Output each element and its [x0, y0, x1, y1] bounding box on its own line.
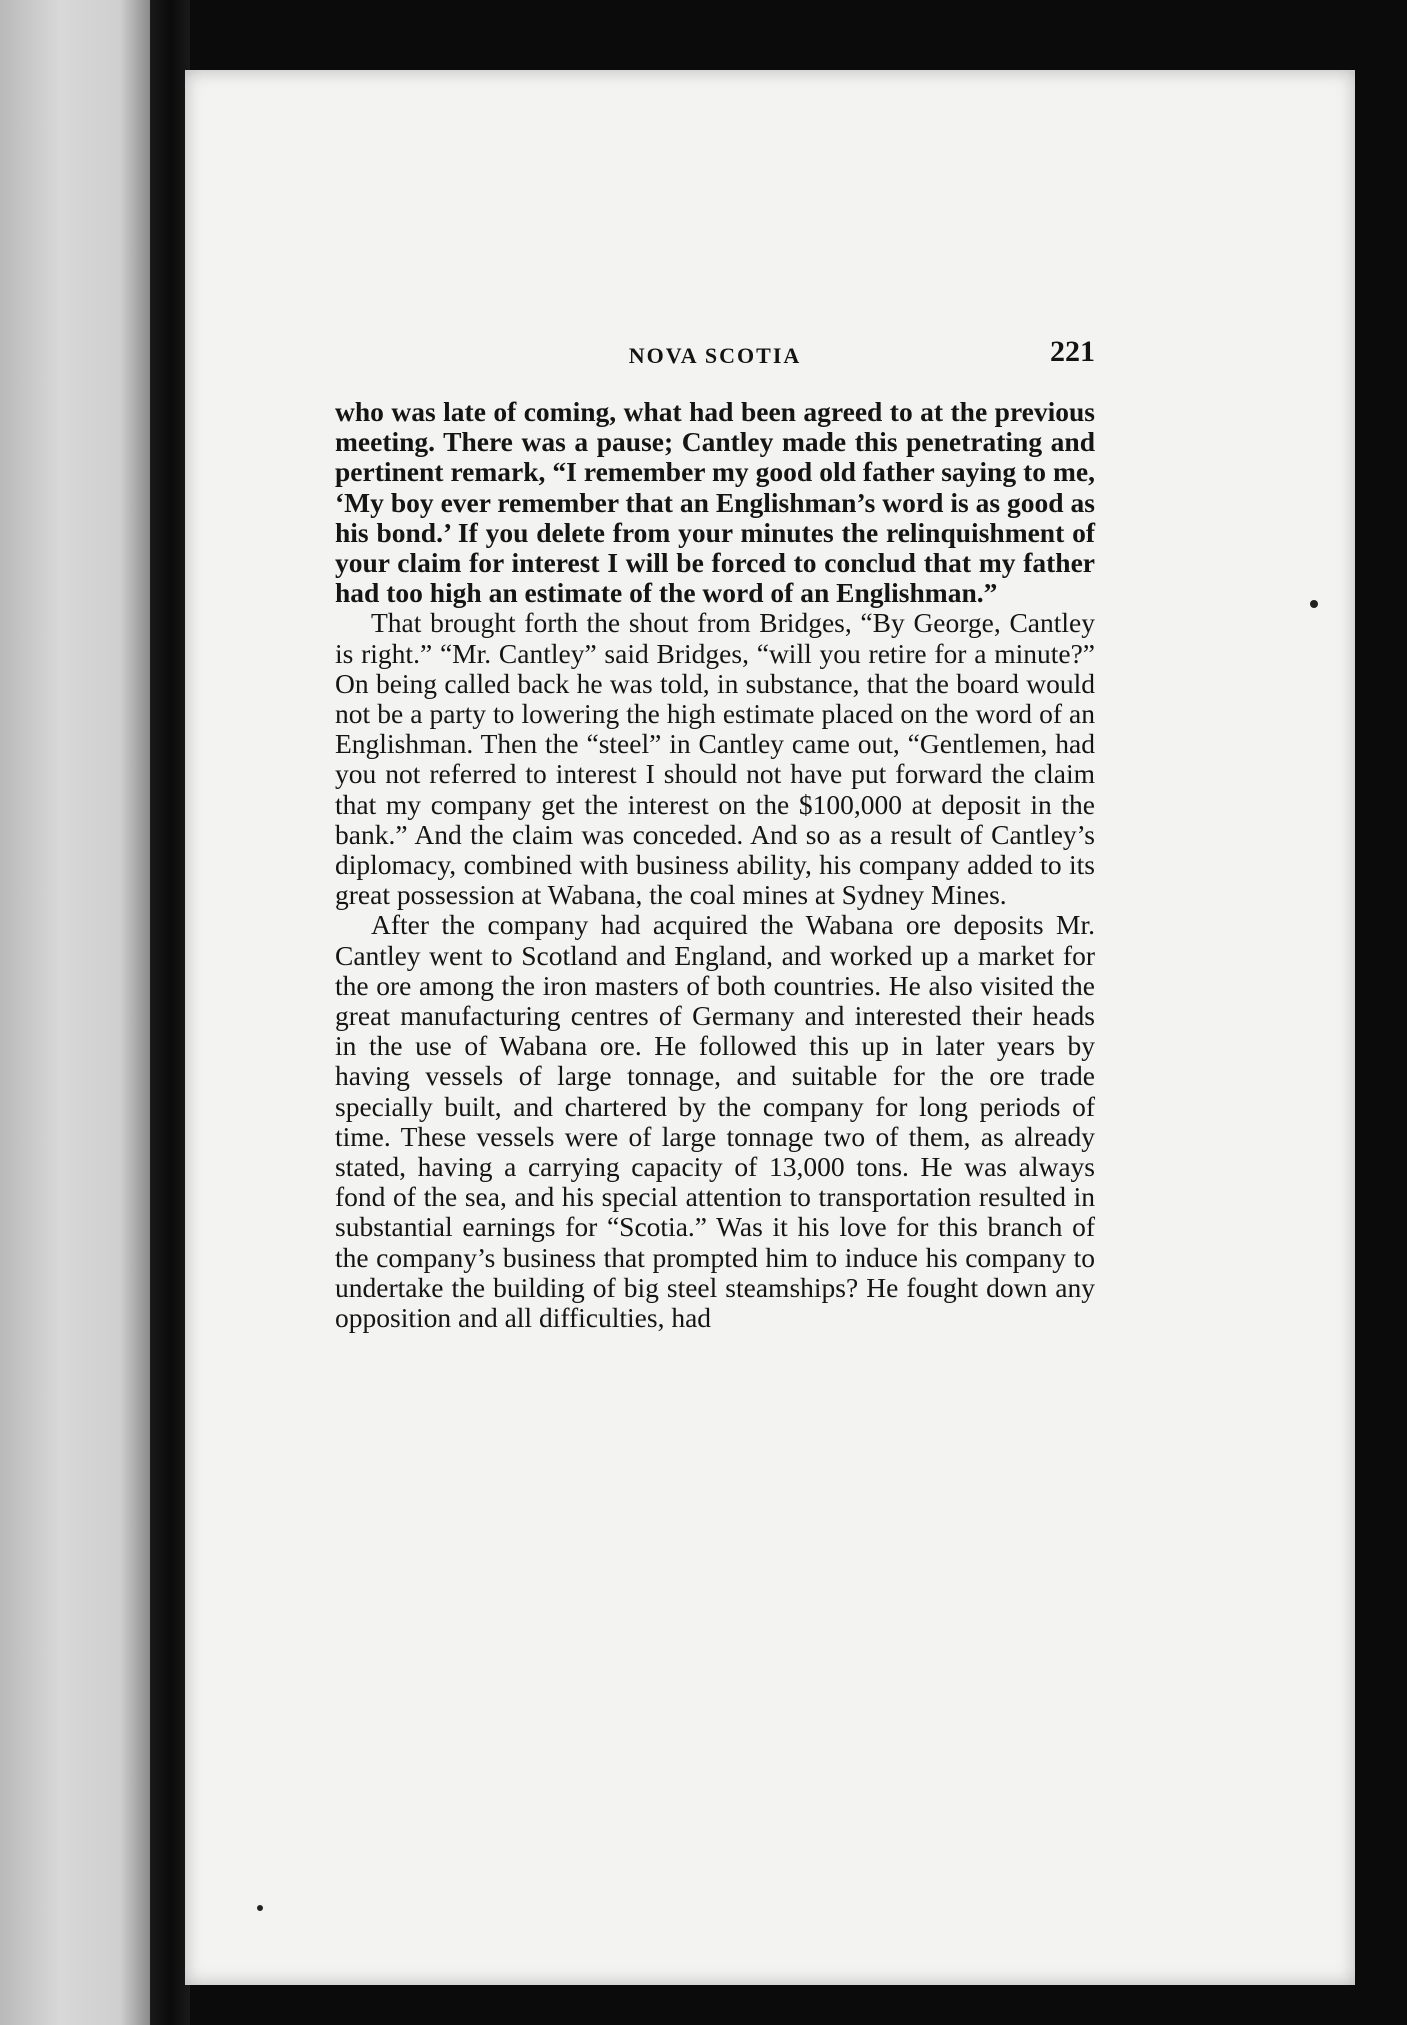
scan-speck	[1310, 600, 1318, 608]
scan-speck	[257, 1905, 263, 1911]
page-content	[335, 325, 1095, 1333]
running-head	[335, 325, 1095, 385]
page-number: 221	[1050, 335, 1095, 368]
running-title: NOVA SCOTIA	[628, 343, 802, 368]
paragraph-3: After the company had acquired the Wabana ore deposits Mr. Cantley went to Scotland and England, and worked up a market for the ore among the iron masters of both countries. He also visited the great manufacturing centres of Germany and interested their heads in the use of Wabana ore. He followed this up in later years by having vessels of large tonnage, and suitable for the ore trade specially built, and chartered by the company for long periods of time. These vessels were of large tonnage two of them, as already stated, having a carrying capacity of 13,000 tons. He was always fond of the sea, and his special attention to transportation resulted in substantial earnings for “Scotia.” Was it his love for this branch of the company’s business that prompted him to induce his company to undertake the building of big steel steamships? He fought down any opposition and all difficulties, had	[335, 909, 1095, 1334]
facing-page-edge	[0, 0, 165, 2025]
paragraph-2: That brought forth the shout from Bridges, “By George, Cantley is right.” “Mr. Cantley” said Bridges, “will you retire for a minute?” On being called back he was told, in substance, that the board would not be a party to lowering the high estimate placed on the word of an Englishman. Then the “steel” in Cantley came out, “Gentlemen, had you not referred to interest I should not have put forward the claim that my company get the interest on the $100,000 at deposit in the bank.” And the claim was conceded. And so as a result of Cantley’s diplomacy, combined with business ability, his company added to its great possession at Wabana, the coal mines at Sydney Mines.	[335, 607, 1095, 911]
paragraph-1: who was late of coming, what had been agreed to at the previous meeting. There was a pause; Cantley made this penetrating and pertinent remark, “I remember my good old father saying to me, ‘My boy ever remember that an Englishman’s word is as good as his bond.’ If you delete from your minutes the relinquishment of your claim for interest I will be forced to conclud that my father had too high an estimate of the word of an Englishman.”	[335, 396, 1095, 609]
body-text	[335, 397, 1095, 1333]
book-page	[185, 70, 1355, 1985]
spine-shadow	[150, 0, 190, 2025]
